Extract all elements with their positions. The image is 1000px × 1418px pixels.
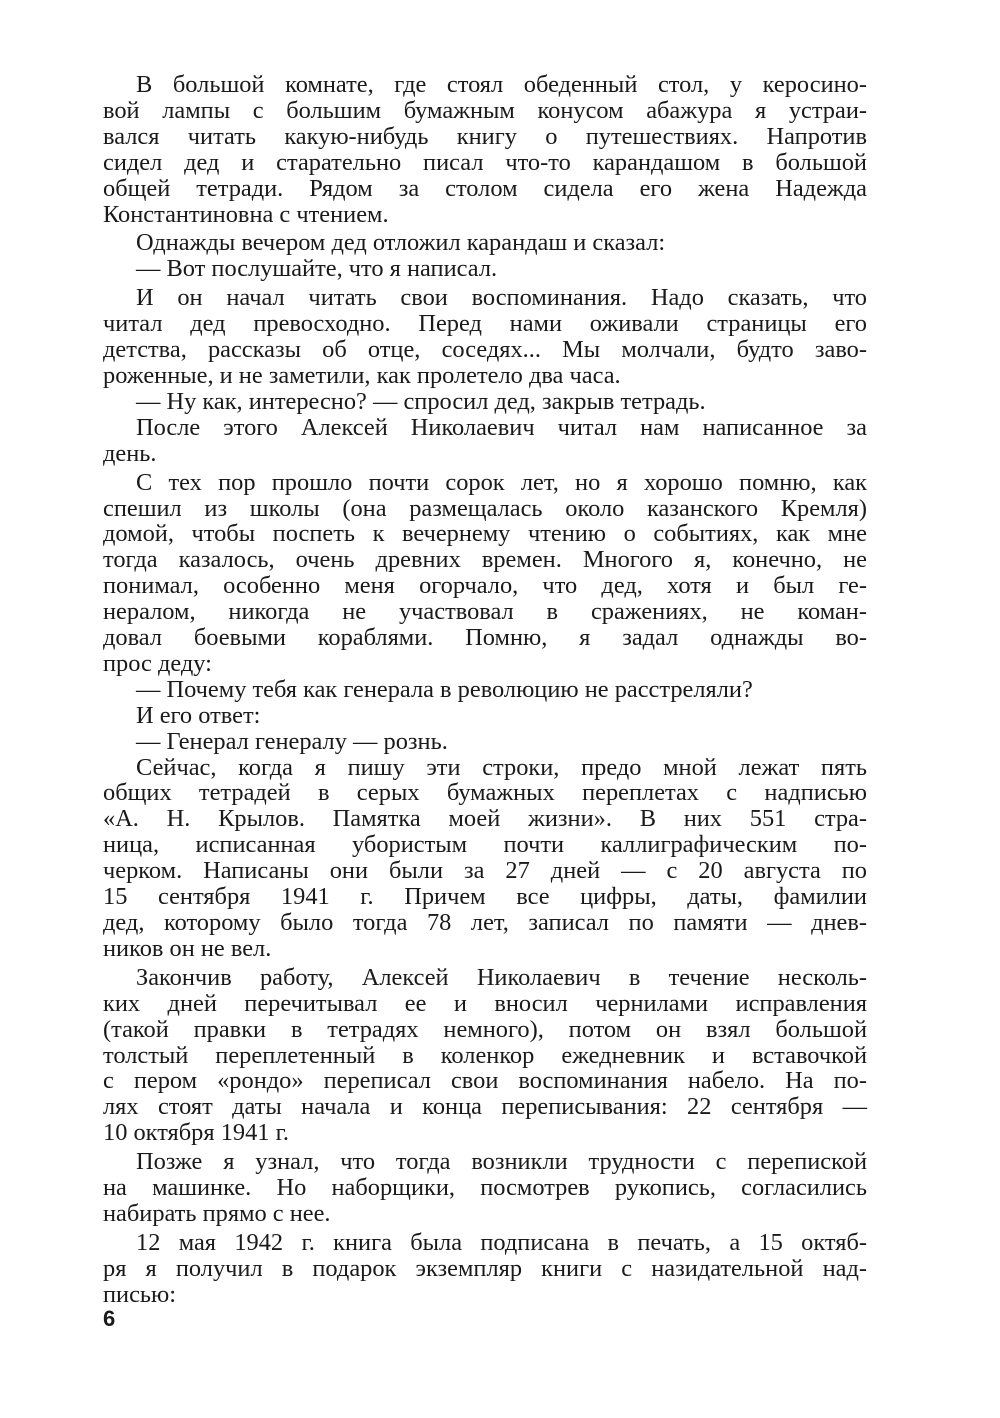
paragraph	[103, 256, 867, 282]
text-line: понимал, особенно меня огорчало, что дед, хотя и был ге-	[103, 572, 867, 600]
text-line: И он начал читать свои воспоминания. Надо сказать, что	[136, 284, 867, 312]
paragraph	[103, 230, 867, 256]
paragraph	[103, 1230, 867, 1308]
text-line: — Ну как, интересно? — спросил дед, закрыв тетрадь.	[136, 387, 706, 415]
text-line: Закончив работу, Алексей Николаевич в течение несколь-	[136, 963, 867, 991]
text-line: — Вот послушайте, что я написал.	[136, 255, 498, 283]
text-line: читал дед превосходно. Перед нами оживали страницы его	[103, 310, 867, 338]
text-line: толстый переплетенный в коленкор ежедневник и вставочкой	[103, 1041, 867, 1069]
paragraph	[103, 1149, 867, 1227]
text-line: на машинке. Но наборщики, посмотрев рукопись, согласились	[103, 1174, 867, 1202]
text-line: вался читать какую-нибудь книгу о путешествиях. Напротив	[103, 122, 867, 150]
text-line: В большой комнате, где стоял обеденный стол, у керосино-	[136, 71, 867, 98]
text-line: — Генерал генералу — рознь.	[136, 727, 448, 755]
text-line: ница, исписанная убористым почти каллиграфическим по-	[103, 831, 867, 859]
text-line: Однажды вечером дед отложил карандаш и сказал:	[136, 229, 666, 257]
text-line: 10 октября 1941 г.	[103, 1119, 289, 1147]
paragraph	[103, 72, 867, 227]
text-line: общих тетрадей в серых бумажных переплетах с надписью	[103, 779, 867, 807]
page-body	[103, 72, 867, 1308]
text-line: Константиновна с чтением.	[103, 200, 389, 228]
text-line: с пером «рондо» переписал свои воспоминания набело. На по-	[103, 1067, 867, 1095]
text-line: вой лампы с большим бумажным конусом абажура я устраи-	[103, 96, 867, 124]
text-line: ников он не вел.	[103, 934, 272, 962]
paragraph	[103, 965, 867, 1146]
paragraph	[103, 389, 867, 415]
paragraph	[103, 755, 867, 962]
text-line: — Почему тебя как генерала в революцию не расстреляли?	[136, 675, 753, 703]
text-line: дед, которому было тогда 78 лет, записал по памяти — днев-	[103, 909, 867, 936]
text-line: Позже я узнал, что тогда возникли трудности с перепиской	[136, 1148, 867, 1176]
text-line: сидел дед и старательно писал что-то карандашом в большой	[103, 148, 867, 176]
text-line: 12 мая 1942 г. книга была подписана в печать, а 15 октяб-	[136, 1228, 867, 1256]
text-line: домой, чтобы поспеть к вечернему чтению о событиях, как мне	[103, 520, 867, 548]
text-line: После этого Алексей Николаевич читал нам написанное за	[136, 413, 867, 441]
text-line: спешил из школы (она размещалась около казанского Кремля)	[103, 494, 867, 522]
paragraph	[103, 470, 867, 677]
paragraph	[103, 415, 867, 467]
text-line: тогда казалось, очень древних времен. Многого я, конечно, не	[103, 546, 867, 574]
text-line: детства, рассказы об отце, соседях... Мы молчали, будто заво-	[103, 336, 867, 364]
text-line: ря я получил в подарок экземпляр книги с назидательной над-	[103, 1254, 867, 1282]
text-line: общей тетради. Рядом за столом сидела его жена Надежда	[103, 174, 867, 202]
text-line: прос деду:	[103, 649, 212, 677]
text-line: ких дней перечитывал ее и вносил чернилами исправления	[103, 989, 867, 1017]
page-number: 6	[103, 1306, 116, 1331]
paragraph	[103, 703, 867, 729]
text-line: 15 сентября 1941 г. Причем все цифры, даты, фамилии	[103, 883, 867, 911]
text-line: С тех пор прошло почти сорок лет, но я хорошо помню, как	[136, 468, 867, 496]
paragraph	[103, 285, 867, 389]
text-line: писью:	[103, 1280, 177, 1308]
text-line: довал боевыми кораблями. Помню, я задал однажды во-	[103, 624, 867, 652]
text-line: Сейчас, когда я пишу эти строки, предо мной лежат пять	[136, 753, 867, 781]
text-line: нералом, никогда не участвовал в сражениях, не коман-	[103, 598, 867, 626]
text-line: день.	[103, 439, 157, 467]
text-line: набирать прямо с нее.	[103, 1199, 331, 1227]
paragraph	[103, 729, 867, 755]
text-line: лях стоят даты начала и конца переписывания: 22 сентября —	[103, 1093, 867, 1121]
text-line: «А. Н. Крылов. Памятка моей жизни». В них 551 стра-	[103, 805, 867, 833]
text-line: И его ответ:	[136, 701, 261, 729]
text-line: (такой правки в тетрадях немного), потом он взял большой	[103, 1015, 867, 1043]
paragraph	[103, 677, 867, 703]
text-line: черком. Написаны они были за 27 дней — с 20 августа по	[103, 857, 867, 885]
text-line: роженные, и не заметили, как пролетело два часа.	[103, 361, 621, 389]
